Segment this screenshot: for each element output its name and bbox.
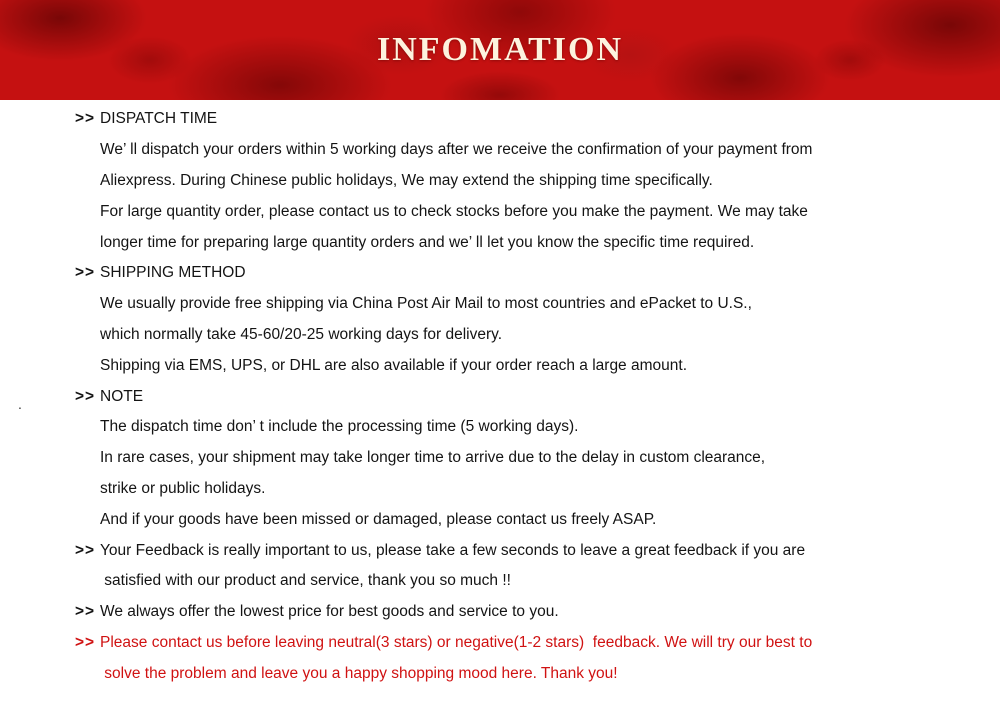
info-body-line xyxy=(0,443,1000,474)
line-text: strike or public holidays. xyxy=(100,479,266,497)
line-text: which normally take 45-60/20-25 working days for delivery. xyxy=(100,325,503,343)
info-body-line xyxy=(0,412,1000,443)
line-text: solve the problem and leave you a happy shopping mood here. Thank you! xyxy=(100,664,618,682)
line-text: We’ ll dispatch your orders within 5 working days after we receive the confirmation of your payment from xyxy=(100,141,813,159)
line-text: DISPATCH TIME xyxy=(100,110,218,128)
line-text: Shipping via EMS, UPS, or DHL are also available if your order reach a large amount. xyxy=(100,356,687,374)
line-text: longer time for preparing large quantity orders and we’ ll let you know the specific time required. xyxy=(100,233,755,251)
line-text: SHIPPING METHOD xyxy=(100,264,246,282)
chevron-marker: >> xyxy=(75,633,96,651)
info-heading-line xyxy=(0,628,1000,659)
info-body-line xyxy=(0,289,1000,320)
info-body-line xyxy=(0,166,1000,197)
info-body-line xyxy=(0,566,1000,597)
line-text: In rare cases, your shipment may take longer time to arrive due to the delay in custom clearance, xyxy=(100,449,766,467)
line-text: We usually provide free shipping via China Post Air Mail to most countries and ePacket to U.S., xyxy=(100,295,752,313)
info-body-line xyxy=(0,196,1000,227)
line-text: Aliexpress. During Chinese public holidays, We may extend the shipping time specifically. xyxy=(100,171,713,189)
info-body-line xyxy=(0,658,1000,689)
info-heading-line xyxy=(0,104,1000,135)
info-body-line xyxy=(0,135,1000,166)
info-body-line xyxy=(0,474,1000,505)
chevron-marker: >> xyxy=(75,387,96,405)
info-heading-line xyxy=(0,597,1000,628)
info-content xyxy=(0,100,1000,708)
info-heading-line xyxy=(0,381,1000,412)
info-body-line xyxy=(0,350,1000,381)
info-heading-line xyxy=(0,535,1000,566)
info-banner xyxy=(0,0,1000,100)
page-title: INFOMATION xyxy=(376,31,624,68)
chevron-marker: >> xyxy=(75,264,96,282)
line-text: For large quantity order, please contact us to check stocks before you make the payment. We may take xyxy=(100,202,808,220)
info-body-line xyxy=(0,320,1000,351)
info-body-line xyxy=(0,504,1000,535)
line-text: NOTE xyxy=(100,387,144,405)
line-text: Please contact us before leaving neutral(3 stars) or negative(1-2 stars) feedback. We will try our best to xyxy=(100,633,813,651)
line-text: The dispatch time don’ t include the processing time (5 working days). xyxy=(100,418,579,436)
line-text: satisfied with our product and service, thank you so much !! xyxy=(100,572,511,590)
line-text: Your Feedback is really important to us, please take a few seconds to leave a great feedback if you are xyxy=(100,541,806,559)
line-text: And if your goods have been missed or damaged, please contact us freely ASAP. xyxy=(100,510,657,528)
chevron-marker: >> xyxy=(75,110,96,128)
stray-dot: . xyxy=(18,396,22,412)
info-body-line xyxy=(0,227,1000,258)
info-heading-line xyxy=(0,258,1000,289)
chevron-marker: >> xyxy=(75,541,96,559)
chevron-marker: >> xyxy=(75,603,96,621)
line-text: We always offer the lowest price for best goods and service to you. xyxy=(100,603,559,621)
